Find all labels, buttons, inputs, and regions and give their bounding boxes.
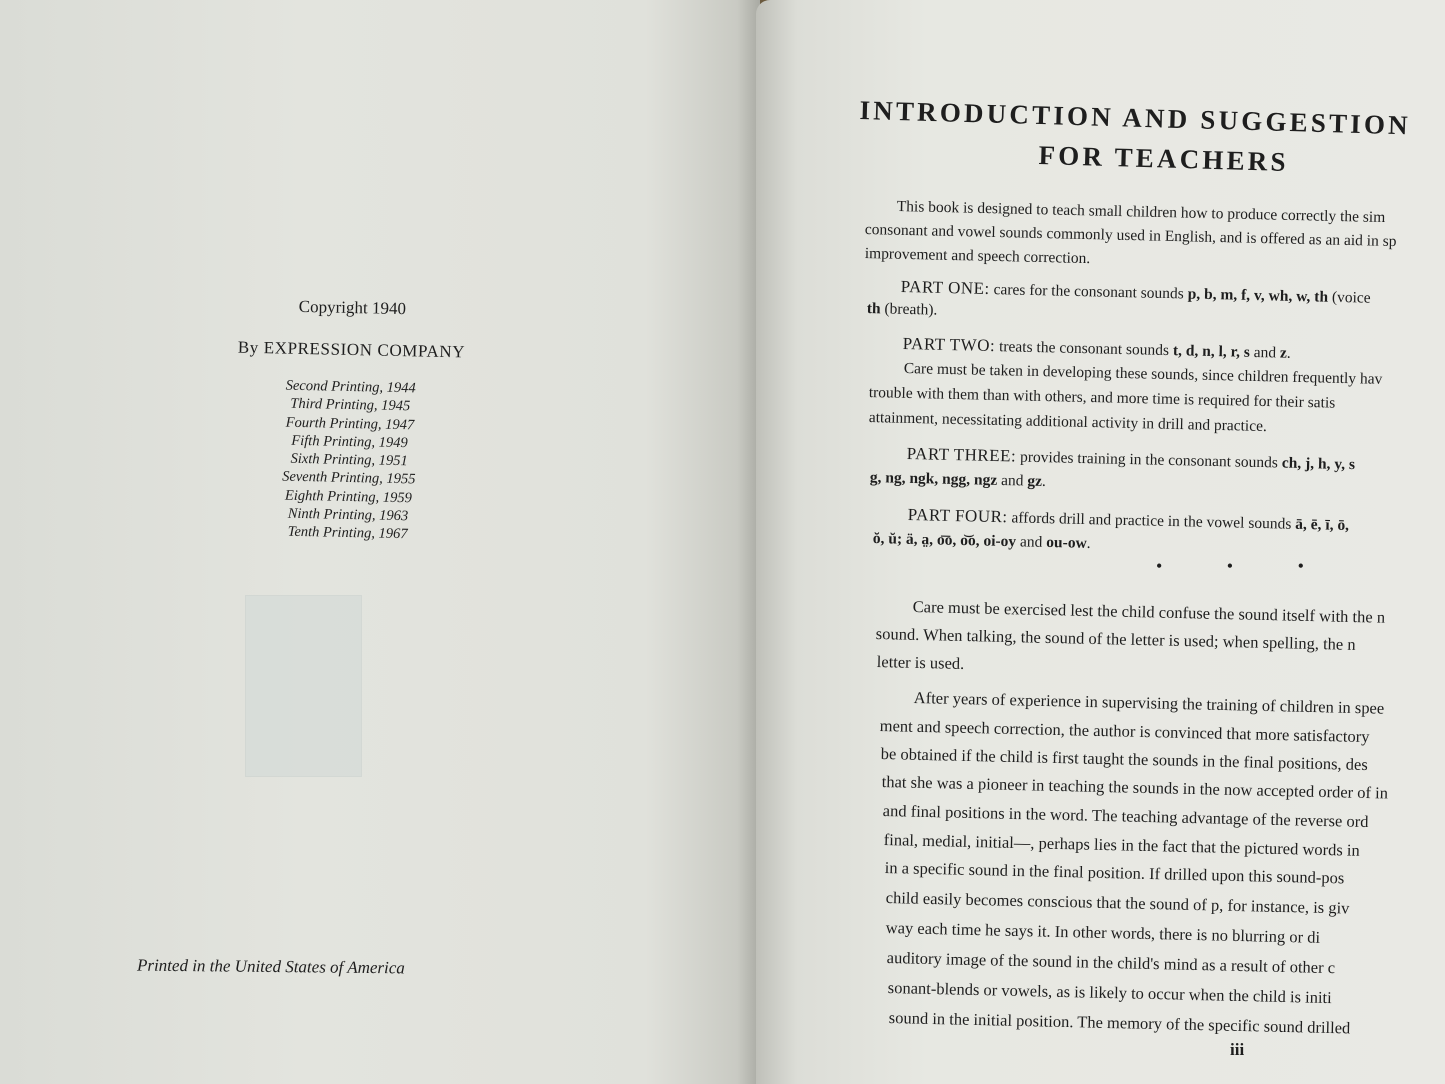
part-four-and: and: [1015, 533, 1047, 551]
part-three-sounds: ch, j, h, y, s: [1281, 454, 1356, 474]
part-one-sounds: p, b, m, f, v, wh, w, th: [1187, 285, 1329, 306]
copyright-block: [147, 294, 552, 547]
part-four-text: affords drill and practice in the vowel sounds: [1007, 509, 1296, 533]
part-three-and: and: [997, 471, 1028, 490]
body-line: sound in the initial position. The memory of the specific sound drilled: [888, 1008, 1351, 1038]
printings-list: [147, 374, 550, 547]
part-two-and: and: [1249, 343, 1281, 362]
page-title-line-1: INTRODUCTION AND SUGGESTION: [859, 95, 1412, 141]
part-four-line-2: [873, 530, 1091, 553]
part-two-end: .: [1286, 344, 1291, 362]
body-line: After years of experience in supervising the training of children in spee: [913, 688, 1385, 718]
part-four-sounds-3: ou-ow: [1046, 533, 1087, 552]
part-one-text: cares for the consonant sounds: [989, 281, 1188, 303]
body-line: way each time he says it. In other words, there is no blurring or di: [885, 918, 1321, 947]
intro-line: This book is designed to teach small children how to produce correctly the sim: [896, 198, 1386, 227]
page-title-line-2: FOR TEACHERS: [1038, 140, 1290, 177]
body-line: auditory image of the sound in the child's mind as a result of other c: [886, 948, 1336, 978]
printing-line: Fourth Printing, 1947: [285, 414, 415, 433]
body-line: letter is used.: [876, 652, 965, 673]
printing-line: Eighth Printing, 1959: [284, 487, 412, 507]
copyright-line: Copyright 1940: [298, 296, 407, 319]
body-line: child easily becomes conscious that the sound of p, for instance, is giv: [885, 888, 1350, 918]
intro-line: consonant and vowel sounds commonly used in English, and is offered as an aid in sp: [864, 221, 1397, 251]
part-three-line-2: [870, 469, 1047, 491]
part-four-label: PART FOUR:: [907, 505, 1008, 527]
printed-in-line: Printed in the United States of America: [136, 955, 405, 978]
part-four-end: .: [1086, 534, 1091, 552]
part-three-line: [907, 444, 1356, 474]
part-one-th: th: [866, 300, 881, 318]
printing-line: Second Printing, 1944: [285, 377, 416, 397]
part-one-line: [901, 277, 1371, 308]
part-two-last: z: [1279, 344, 1288, 362]
body-line: in a specific sound in the final position. If drilled upon this sound-pos: [884, 858, 1345, 888]
part-four-sounds: ā, ē, ī, ō,: [1295, 515, 1350, 535]
body-line: sound. When talking, the sound of the letter is used; when spelling, the n: [875, 624, 1356, 654]
part-four-sounds-2: ŏ, ŭ; ä, a̤, o͞o, o͝o, oi-oy: [872, 530, 1017, 551]
section-separator: • • •: [1156, 556, 1334, 576]
printing-line: Fifth Printing, 1949: [291, 432, 408, 452]
printing-line: Tenth Printing, 1967: [287, 524, 408, 543]
body-line: that she was a pioneer in teaching the sounds in the now accepted order of in: [881, 772, 1389, 803]
body-line: final, medial, initial—, perhaps lies in the fact that the pictured words in: [883, 830, 1360, 860]
body-line: ment and speech correction, the author is convinced that more satisfactory: [879, 716, 1370, 747]
company-line: By EXPRESSION COMPANY: [237, 337, 466, 362]
body-line: be obtained if the child is first taught the sounds in the final positions, des: [880, 744, 1369, 775]
part-three-label: PART THREE:: [906, 444, 1017, 466]
printing-line: Sixth Printing, 1951: [290, 450, 408, 470]
page-number: iii: [1230, 1040, 1245, 1059]
care-line: trouble with them than with others, and more time is required for their satis: [868, 384, 1336, 412]
part-four-line: [908, 505, 1350, 535]
printing-line: Third Printing, 1945: [290, 396, 411, 415]
part-three-text: provides training in the consonant sounds: [1016, 448, 1282, 472]
part-one-line-2: [867, 300, 938, 320]
body-line: sonant-blends or vowels, as is likely to occur when the child is initi: [887, 978, 1332, 1008]
care-line: attainment, necessitating additional activity in drill and practice.: [868, 409, 1268, 436]
bleed-through-stamp: [245, 595, 362, 777]
part-two-sounds: t, d, n, l, r, s: [1172, 342, 1251, 361]
part-two-text: treats the consonant sounds: [994, 338, 1174, 360]
printing-line: Seventh Printing, 1955: [281, 469, 416, 488]
part-one-label: PART ONE:: [900, 277, 990, 299]
right-page: [756, 0, 1445, 1084]
part-three-last: gz: [1027, 472, 1043, 490]
part-two-line: [903, 334, 1291, 363]
printing-line: Ninth Printing, 1963: [287, 505, 409, 525]
body-line: Care must be exercised lest the child confuse the sound itself with the n: [912, 597, 1386, 627]
part-two-label: PART TWO:: [902, 334, 996, 356]
part-one-tail: (voice: [1327, 288, 1371, 307]
care-line: Care must be taken in developing these sounds, since children frequently hav: [903, 360, 1383, 388]
part-one-breath: (breath).: [880, 300, 938, 319]
body-line: and final positions in the word. The teaching advantage of the reverse ord: [882, 801, 1369, 832]
part-three-sounds-2: g, ng, ngk, ngg, ngz: [869, 469, 998, 489]
part-three-end: .: [1041, 472, 1047, 490]
intro-line: improvement and speech correction.: [864, 245, 1091, 268]
